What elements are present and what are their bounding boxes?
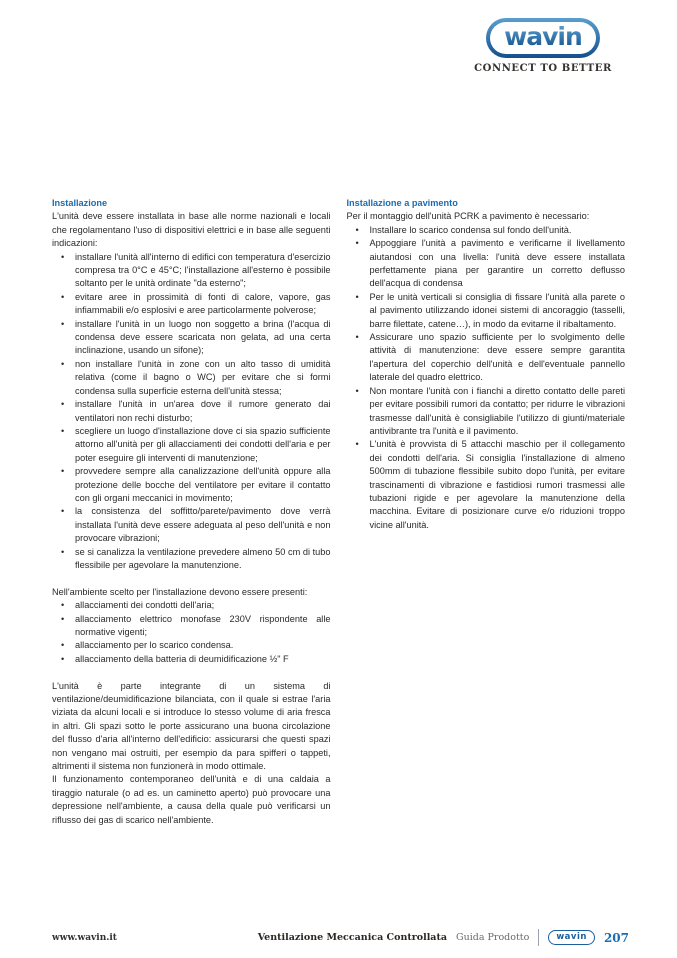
list-item: • Non montare l'unità con i fianchi a diretto contatto delle pareti per evitare possibili rumori da contatto; per ridurre le vibrazioni trasmesse dall'unità è consigliabile l'utilizzo di giunti/materiale antivibrante tra l'unità e il pavimento. bbox=[347, 385, 626, 439]
requirements-intro: Nell'ambiente scelto per l'installazione devono essere presenti: bbox=[52, 586, 308, 597]
list-item: • Appoggiare l'unità a pavimento e verificarne il livellamento aiutandosi con una livella: l'unità deve essere installata perfettamente piana per garantire un corretto deflusso dell'acqua di condensa bbox=[347, 237, 626, 291]
installazione-intro: L'unità deve essere installata in base alle norme nazionali e locali che regolamentano l'uso di dispositivi elettrici e in base alle seguenti indicazioni: bbox=[52, 211, 331, 249]
pavimento-intro: Per il montaggio dell'unità PCRK a pavimento è necessario: bbox=[346, 211, 590, 222]
pavimento-bullet-list bbox=[347, 224, 626, 532]
footer-divider bbox=[538, 929, 539, 946]
list-item: • Assicurare uno spazio sufficiente per lo svolgimento delle attività di manutenzione: deve essere sempre garantita l'apertura del coperchio dell'unità e dell'eventuale pannello laterale del quadro elettrico. bbox=[347, 331, 626, 385]
paragraph-system: L'unità è parte integrante di un sistema di ventilazione/deumidificazione bilanciata, con il quale si estrae l'aria viziata da alcuni locali e si introduce lo stesso volume di aria fresca in altri. Gli spazi sotto le porte assicurano una buona circolazione del flusso d'aria all'interno dell'edificio: assicurarsi che questi spazi non vengano mai ostruiti, per esempio da para spifferi o tappeti, altrimenti il sistema non funzionerà in modo ottimale. bbox=[52, 680, 331, 772]
list-item: • non installare l'unità in zone con un alto tasso di umidità relativa (come il bagno o WC) per evitare che si formi condensa sulla superficie esterna dell'unità stessa; bbox=[52, 358, 331, 398]
page-footer bbox=[52, 929, 629, 946]
list-item: • allacciamenti dei condotti dell'aria; bbox=[52, 599, 331, 612]
list-item: • provvedere sempre alla canalizzazione dell'unità oppure alla protezione delle bocche del ventilatore per evitare il contatto con gli organi meccanici in movimento; bbox=[52, 465, 331, 505]
list-item: • installare l'unità in un'area dove il rumore generato dai ventilatori non rechi disturbo; bbox=[52, 398, 331, 425]
left-column bbox=[52, 197, 331, 827]
paragraph-boiler: Il funzionamento contemporaneo dell'unità e di una caldaia a tiraggio naturale (o ad es. un caminetto aperto) può provocare una depressione nell'ambiente, a causa della quale può verificarsi un riflusso dei gas di scarico nell'ambiente. bbox=[52, 774, 331, 825]
footer-doc-subtitle: Guida Prodotto bbox=[456, 932, 530, 943]
content-columns bbox=[52, 197, 625, 827]
requirements-bullet-list bbox=[52, 599, 331, 666]
brand-tagline: CONNECT TO BETTER bbox=[474, 62, 612, 74]
footer-doc-title: Ventilazione Meccanica Controllata bbox=[257, 932, 447, 943]
list-item: • se si canalizza la ventilazione prevedere almeno 50 cm di tubo flessibile per agevolare la manutenzione. bbox=[52, 546, 331, 573]
list-item: • scegliere un luogo d'installazione dove ci sia spazio sufficiente attorno all'unità per gli allacciamenti dei condotti dell'aria e per poter eseguire gli interventi di manutenzione; bbox=[52, 425, 331, 465]
footer-right-group bbox=[258, 929, 629, 946]
section-heading-installazione-a-pavimento: Installazione a pavimento bbox=[346, 198, 458, 208]
wavin-logo bbox=[486, 18, 600, 58]
list-item: • installare l'unità all'interno di edifici con temperatura d'esercizio compresa tra 0°C e 45°C; l'installazione all'esterno è possibile soltanto per le unità ordinate "da esterno"; bbox=[52, 251, 331, 291]
list-item: • evitare aree in prossimità di fonti di calore, vapore, gas infiammabili e/o esplosivi e aree particolarmente polverose; bbox=[52, 291, 331, 318]
list-item: • allacciamento elettrico monofase 230V rispondente alle normative vigenti; bbox=[52, 613, 331, 640]
list-item: • L'unità è provvista di 5 attacchi maschio per il collegamento dei condotti dell'aria. Si consiglia l'installazione di almeno 500mm di tubazione flessibile subito dopo l'unità, per evitare trascinamenti di vibrazione e fastidiosi rumori trasmessi alle tubazioni rigide e per agevolare la manutenzione della macchina. Evitare di posizionare curve e/o riduzioni troppo vicine all'unità. bbox=[347, 438, 626, 532]
list-item: • allacciamento per lo scarico condensa. bbox=[52, 639, 331, 652]
list-item: • Installare lo scarico condensa sul fondo dell'unità. bbox=[347, 224, 626, 237]
section-heading-installazione: Installazione bbox=[52, 198, 108, 208]
list-item: • allacciamento della batteria di deumidificazione ½" F bbox=[52, 653, 331, 666]
wavin-logo-inner bbox=[490, 22, 596, 54]
wavin-logo-wordmark: wavin bbox=[504, 22, 582, 51]
right-column bbox=[347, 197, 626, 827]
list-item: • Per le unità verticali si consiglia di fissare l'unità alla parete o al pavimento utilizzando idonei sistemi di ancoraggio (tasselli, barre filettate, catene…), in modo da evitarne il ribaltamento. bbox=[347, 291, 626, 331]
installazione-bullet-list bbox=[52, 251, 331, 573]
wavin-footer-logo: wavin bbox=[548, 930, 595, 945]
page-number: 207 bbox=[603, 930, 629, 945]
list-item: • installare l'unità in un luogo non soggetto a brina (l'acqua di condensa deve essere scaricata non gelata, ad una certa inclinazione, usando un sifone); bbox=[52, 318, 331, 358]
list-item: • la consistenza del soffitto/parete/pavimento dove verrà installata l'unità deve essere adeguata al peso dell'unità e non provocare vibrazioni; bbox=[52, 505, 331, 545]
brand-block bbox=[473, 18, 613, 74]
footer-website-link[interactable]: www.wavin.it bbox=[52, 932, 117, 943]
